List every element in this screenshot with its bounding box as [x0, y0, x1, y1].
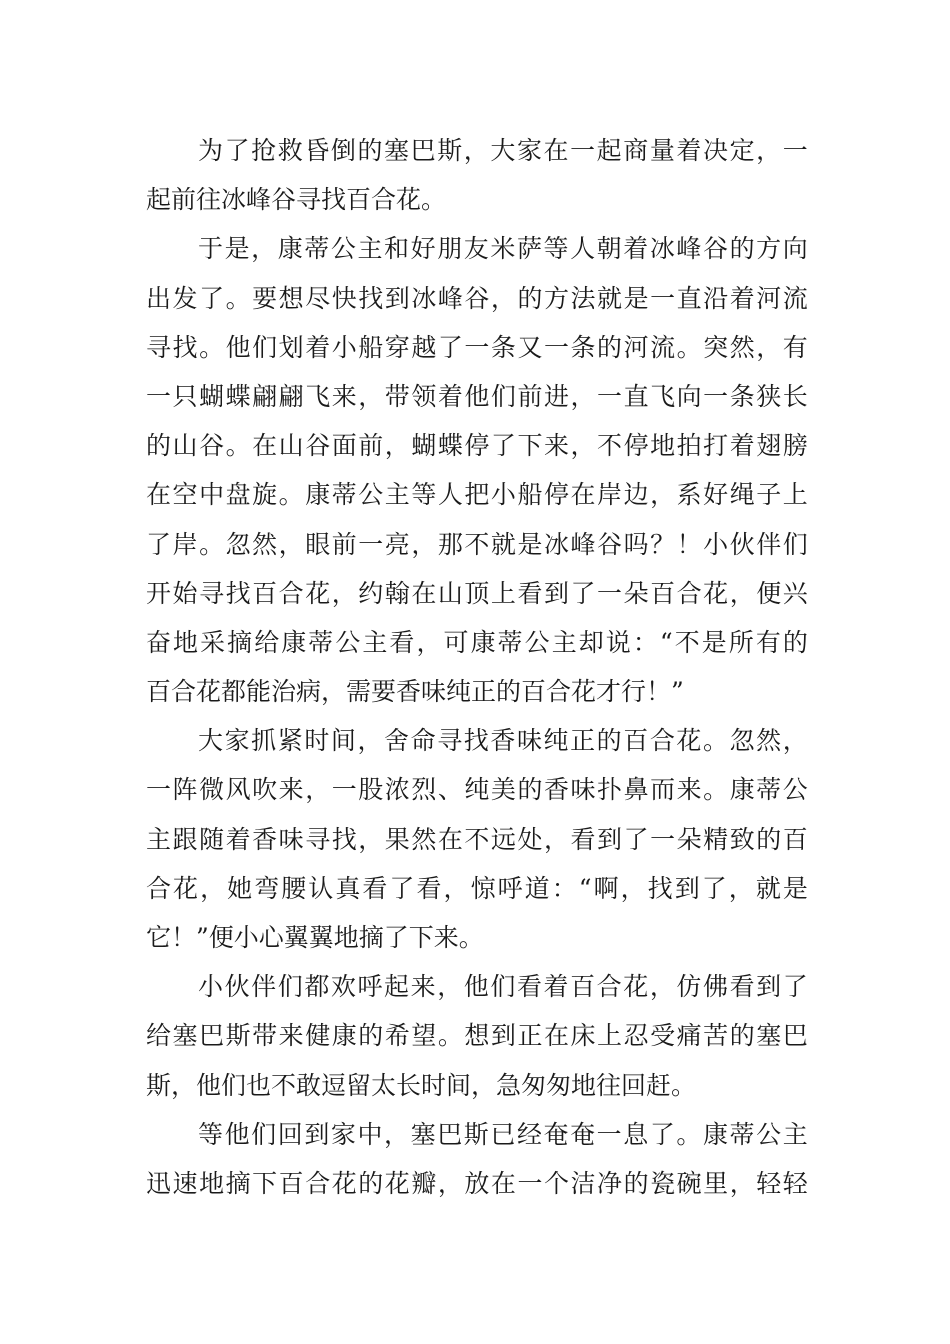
- paragraph-2-line-2: 出 发 了 。 要 想 尽 快 找 到 冰 峰 谷 ， 的 方 法 就 是 一 直 沿 着 河 流: [146, 283, 808, 313]
- paragraph-2-line-5: 的 山 谷 。 在 山 谷 面 前 ， 蝴 蝶 停 了 下 来 ， 不 停 地 拍 打 着 翅 膀: [146, 431, 808, 461]
- paragraph-2-line-9: 奋 地 采 摘 给 康 蒂 公 主 看 ， 可 康 蒂 公 主 却 说 ： “ 不 是 所 有 的: [146, 627, 808, 657]
- paragraph-3-line-5: 它！”便小心翼翼地摘了下来。: [146, 923, 484, 952]
- paragraph-3-line-2: 一 阵 微 风 吹 来 ， 一 股 浓 烈 、 纯 美 的 香 味 扑 鼻 而 来 。 康 蒂 公: [146, 775, 808, 805]
- paragraph-5-line-1: 等 他 们 回 到 家 中 ， 塞 巴 斯 已 经 奄 奄 一 息 了 。 康 蒂 公 主: [198, 1119, 808, 1149]
- paragraph-2-line-1: 于 是 ， 康 蒂 公 主 和 好 朋 友 米 萨 等 人 朝 着 冰 峰 谷 的 方 向: [198, 234, 808, 264]
- story-text: [146, 126, 808, 1208]
- paragraph-2-line-10: 百合花都能治病，需要香味纯正的百合花才行！”: [146, 677, 684, 707]
- paragraph-1-line-1: 为 了 抢 救 昏 倒 的 塞 巴 斯 ， 大 家 在 一 起 商 量 着 决 定 ， 一: [198, 136, 808, 165]
- paragraph-2-line-7: 了 岸 。 忽 然 ， 眼 前 一 亮 ， 那 不 就 是 冰 峰 谷 吗 ？ ！ 小 伙 伴 们: [146, 529, 808, 559]
- paragraph-2-line-8: 开 始 寻 找 百 合 花 ， 约 翰 在 山 顶 上 看 到 了 一 朵 百 合 花 ， 便 兴: [146, 578, 808, 608]
- paragraph-3-line-4: 合 花 ， 她 弯 腰 认 真 看 了 看 ， 惊 呼 道 ： “ 啊 ， 找 到 了 ， 就 是: [146, 873, 808, 903]
- paragraph-3-line-3: 主 跟 随 着 香 味 寻 找 ， 果 然 在 不 远 处 ， 看 到 了 一 朵 精 致 的 百: [146, 824, 808, 854]
- paragraph-1-line-2: 起前往冰峰谷寻找百合花。: [146, 185, 447, 215]
- paragraph-2-line-3: 寻 找 。 他 们 划 着 小 船 穿 越 了 一 条 又 一 条 的 河 流 。 突 然 ， 有: [146, 332, 808, 362]
- paragraph-3-line-1: 大 家 抓 紧 时 间 ， 舍 命 寻 找 香 味 纯 正 的 百 合 花 。 忽 然 ，: [198, 726, 808, 756]
- paragraph-4-line-2: 给 塞 巴 斯 带 来 健 康 的 希 望 。 想 到 正 在 床 上 忍 受 痛 苦 的 塞 巴: [146, 1021, 808, 1051]
- paragraph-4-line-3: 斯，他们也不敢逗留太长时间，急匆匆地往回赶。: [146, 1070, 697, 1100]
- paragraph-2-line-4: 一 只 蝴 蝶 翩 翩 飞 来 ， 带 领 着 他 们 前 进 ， 一 直 飞 向 一 条 狭 长: [146, 381, 808, 411]
- paragraph-5-line-2: 迅 速 地 摘 下 百 合 花 的 花 瓣 ， 放 在 一 个 洁 净 的 瓷 碗 里 ， 轻 轻: [146, 1168, 808, 1198]
- paragraph-4-line-1: 小 伙 伴 们 都 欢 呼 起 来 ， 他 们 看 着 百 合 花 ， 仿 佛 看 到 了: [198, 972, 808, 1002]
- paragraph-2-line-6: 在 空 中 盘 旋 。 康 蒂 公 主 等 人 把 小 船 停 在 岸 边 ， 系 好 绳 子 上: [146, 480, 808, 510]
